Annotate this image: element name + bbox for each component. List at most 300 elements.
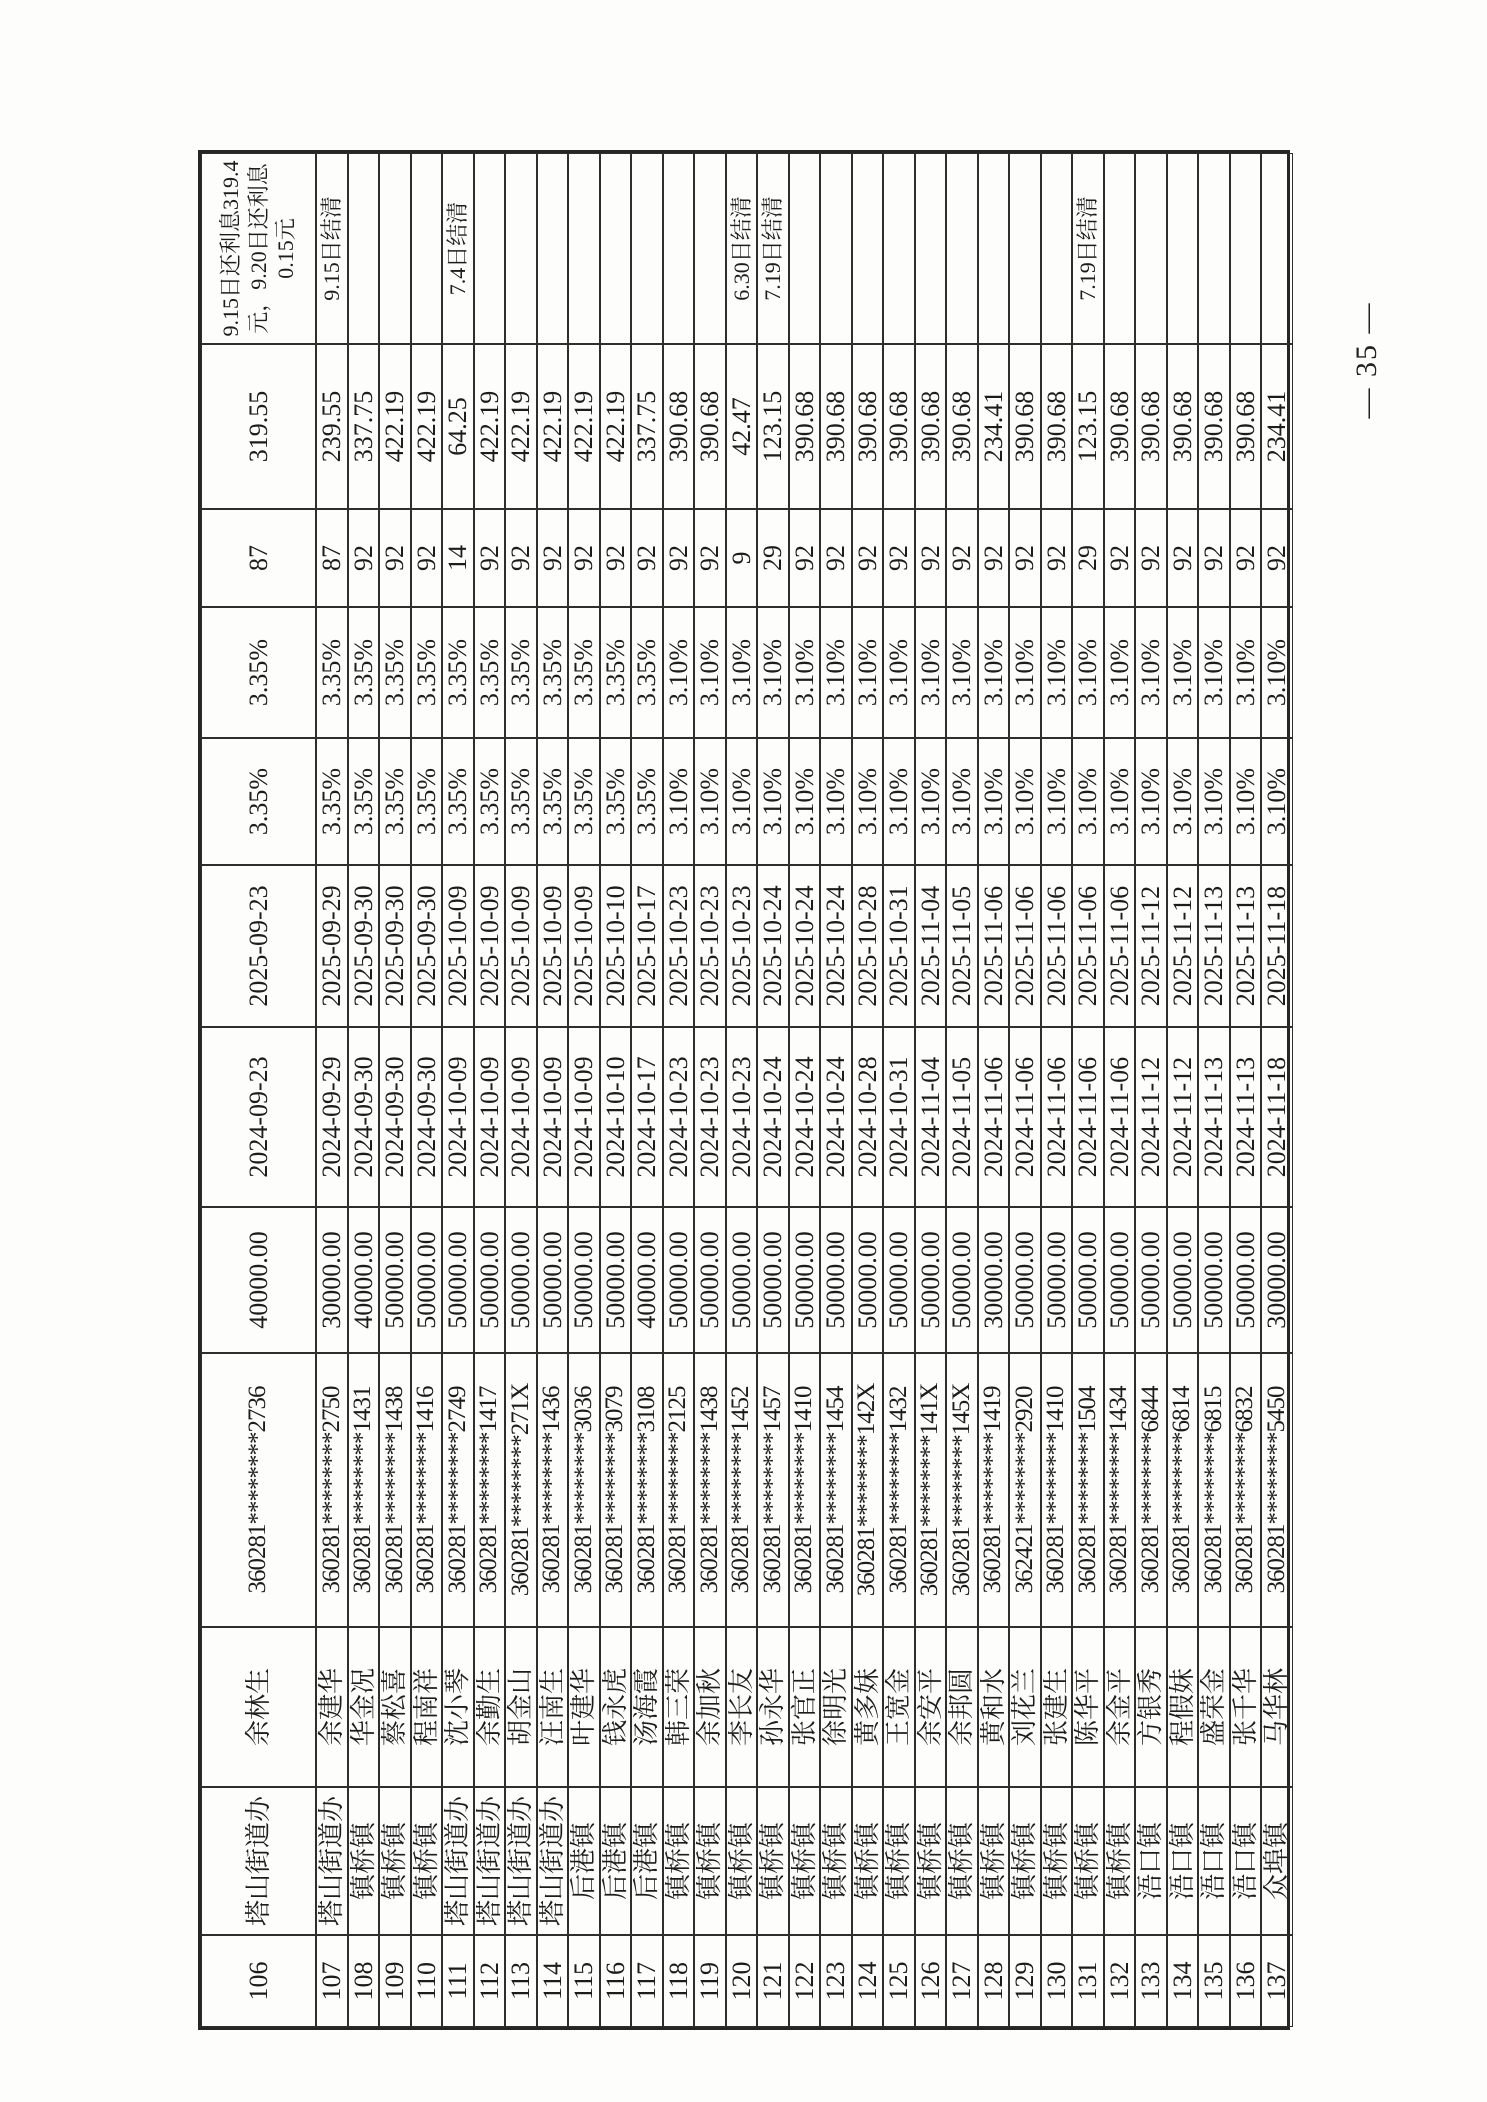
cell-rate1: 3.10% [1009,738,1041,865]
cell-note: 7.19日结清 [757,153,789,344]
cell-interest: 390.68 [1167,344,1199,509]
cell-amount: 50000.00 [883,1207,915,1353]
cell-interest: 234.41 [978,344,1010,509]
cell-name: 华金况 [348,1627,380,1787]
cell-note [1104,153,1136,344]
cell-amount: 50000.00 [726,1207,758,1353]
cell-start_date: 2024-11-04 [915,1027,947,1207]
cell-end_date: 2025-11-06 [1041,865,1073,1027]
cell-office: 镇桥镇 [978,1787,1010,1935]
cell-days: 92 [1198,509,1230,607]
cell-interest: 123.15 [1072,344,1104,509]
cell-amount: 50000.00 [1198,1207,1230,1353]
cell-days: 92 [505,509,537,607]
cell-rate2: 3.10% [1167,607,1199,738]
cell-note: 7.19日结清 [1072,153,1104,344]
cell-note [1135,153,1167,344]
cell-start_date: 2024-11-18 [1261,1027,1293,1207]
cell-no: 126 [915,1935,947,2027]
cell-amount: 50000.00 [852,1207,884,1353]
cell-office: 浯口镇 [1198,1787,1230,1935]
cell-office: 浯口镇 [1135,1787,1167,1935]
cell-start_date: 2024-11-06 [1072,1027,1104,1207]
cell-rate2: 3.10% [883,607,915,738]
cell-rate1: 3.10% [883,738,915,865]
cell-rate1: 3.10% [1167,738,1199,865]
cell-rate1: 3.35% [600,738,632,865]
cell-note [820,153,852,344]
cell-rate1: 3.10% [820,738,852,865]
cell-rate2: 3.35% [631,607,663,738]
cell-rate2: 3.10% [1230,607,1262,738]
cell-office: 镇桥镇 [852,1787,884,1935]
cell-amount: 50000.00 [1104,1207,1136,1353]
cell-office: 镇桥镇 [946,1787,978,1935]
cell-no: 125 [883,1935,915,2027]
cell-note [379,153,411,344]
cell-no: 116 [600,1935,632,2027]
cell-office: 众埠镇 [1261,1787,1293,1935]
cell-amount: 40000.00 [348,1207,380,1353]
cell-office: 镇桥镇 [1041,1787,1073,1935]
cell-id: 360281********1410 [1041,1353,1073,1627]
cell-name: 汪南生 [537,1627,569,1787]
cell-note [852,153,884,344]
cell-start_date: 2024-10-31 [883,1027,915,1207]
cell-days: 92 [411,509,443,607]
cell-id: 360281********2750 [316,1353,348,1627]
cell-interest: 239.55 [316,344,348,509]
cell-days: 92 [1104,509,1136,607]
cell-rate1: 3.35% [568,738,600,865]
cell-no: 106 [201,1935,316,2027]
cell-note: 9.15日结清 [316,153,348,344]
cell-rate2: 3.10% [789,607,821,738]
cell-end_date: 2025-10-23 [663,865,695,1027]
cell-id: 360281********6832 [1230,1353,1262,1627]
cell-rate1: 3.10% [694,738,726,865]
cell-amount: 50000.00 [505,1207,537,1353]
cell-interest: 422.19 [379,344,411,509]
cell-id: 360281********2125 [663,1353,695,1627]
cell-rate1: 3.35% [505,738,537,865]
cell-days: 92 [1135,509,1167,607]
cell-start_date: 2024-10-09 [568,1027,600,1207]
cell-rate1: 3.10% [1041,738,1073,865]
cell-office: 后港镇 [568,1787,600,1935]
cell-no: 120 [726,1935,758,2027]
cell-id: 360281********145X [946,1353,978,1627]
cell-interest: 390.68 [820,344,852,509]
cell-rate1: 3.35% [316,738,348,865]
cell-rate1: 3.10% [663,738,695,865]
cell-start_date: 2024-11-13 [1230,1027,1262,1207]
cell-rate1: 3.35% [537,738,569,865]
cell-rate1: 3.35% [201,738,316,865]
cell-id: 362421********2920 [1009,1353,1041,1627]
cell-no: 117 [631,1935,663,2027]
cell-name: 余金平 [1104,1627,1136,1787]
cell-end_date: 2025-10-28 [852,865,884,1027]
cell-end_date: 2025-10-09 [537,865,569,1027]
cell-name: 沈小琴 [442,1627,474,1787]
cell-note [1230,153,1262,344]
cell-amount: 30000.00 [1261,1207,1293,1353]
cell-no: 122 [789,1935,821,2027]
cell-amount: 50000.00 [694,1207,726,1353]
cell-rate2: 3.10% [1261,607,1293,738]
cell-name: 陈华平 [1072,1627,1104,1787]
cell-rate2: 3.35% [201,607,316,738]
cell-interest: 390.68 [1135,344,1167,509]
cell-note [411,153,443,344]
cell-rate1: 3.10% [1230,738,1262,865]
cell-note: 7.4日结清 [442,153,474,344]
cell-interest: 422.19 [411,344,443,509]
cell-name: 余建华 [316,1627,348,1787]
cell-note [789,153,821,344]
cell-note [505,153,537,344]
cell-rate2: 3.10% [663,607,695,738]
cell-name: 李长友 [726,1627,758,1787]
cell-end_date: 2025-10-09 [474,865,506,1027]
cell-id: 360281********1410 [789,1353,821,1627]
cell-note [663,153,695,344]
cell-id: 360281********5450 [1261,1353,1293,1627]
cell-rate1: 3.10% [946,738,978,865]
cell-end_date: 2025-10-09 [442,865,474,1027]
cell-end_date: 2025-10-10 [600,865,632,1027]
cell-rate1: 3.10% [1072,738,1104,865]
cell-end_date: 2025-11-06 [978,865,1010,1027]
cell-amount: 40000.00 [631,1207,663,1353]
cell-interest: 390.68 [1041,344,1073,509]
cell-note [1167,153,1199,344]
cell-end_date: 2025-09-23 [201,865,316,1027]
cell-interest: 42.47 [726,344,758,509]
cell-days: 92 [694,509,726,607]
cell-end_date: 2025-10-09 [505,865,537,1027]
cell-name: 余加秋 [694,1627,726,1787]
cell-amount: 50000.00 [820,1207,852,1353]
cell-name: 黄和水 [978,1627,1010,1787]
cell-id: 360281********6844 [1135,1353,1167,1627]
cell-no: 136 [1230,1935,1262,2027]
cell-no: 107 [316,1935,348,2027]
cell-start_date: 2024-10-17 [631,1027,663,1207]
cell-amount: 50000.00 [757,1207,789,1353]
cell-rate1: 3.35% [442,738,474,865]
cell-office: 浯口镇 [1167,1787,1199,1935]
cell-rate2: 3.35% [505,607,537,738]
cell-office: 镇桥镇 [411,1787,443,1935]
cell-days: 92 [883,509,915,607]
cell-start_date: 2024-09-30 [379,1027,411,1207]
cell-rate1: 3.35% [474,738,506,865]
cell-rate1: 3.10% [1198,738,1230,865]
cell-rate2: 3.35% [442,607,474,738]
cell-rate1: 3.10% [978,738,1010,865]
cell-end_date: 2025-09-30 [379,865,411,1027]
cell-note [1198,153,1230,344]
cell-no: 109 [379,1935,411,2027]
cell-name: 余林生 [201,1627,316,1787]
cell-id: 360281********1417 [474,1353,506,1627]
cell-start_date: 2024-11-12 [1135,1027,1167,1207]
cell-note [1009,153,1041,344]
cell-days: 92 [1261,509,1293,607]
cell-rate2: 3.10% [1041,607,1073,738]
cell-end_date: 2025-11-12 [1167,865,1199,1027]
cell-note: 9.15日还利息319.4元，9.20日还利息0.15元 [201,153,316,344]
cell-id: 360281********141X [915,1353,947,1627]
cell-rate2: 3.35% [316,607,348,738]
cell-days: 29 [1072,509,1104,607]
cell-days: 92 [474,509,506,607]
cell-end_date: 2025-10-24 [820,865,852,1027]
cell-end_date: 2025-10-24 [789,865,821,1027]
cell-name: 余邦圆 [946,1627,978,1787]
cell-interest: 390.68 [1198,344,1230,509]
cell-name: 方银秀 [1135,1627,1167,1787]
cell-start_date: 2024-10-09 [537,1027,569,1207]
cell-end_date: 2025-10-23 [694,865,726,1027]
cell-start_date: 2024-11-06 [1104,1027,1136,1207]
cell-interest: 390.68 [789,344,821,509]
cell-interest: 422.19 [568,344,600,509]
cell-interest: 390.68 [1230,344,1262,509]
cell-office: 镇桥镇 [1104,1787,1136,1935]
cell-id: 360281********3079 [600,1353,632,1627]
page-number: — 35 — [1350,301,1383,419]
cell-name: 徐明光 [820,1627,852,1787]
cell-start_date: 2024-10-23 [694,1027,726,1207]
cell-start_date: 2024-10-24 [757,1027,789,1207]
cell-days: 92 [1167,509,1199,607]
cell-id: 360281********1419 [978,1353,1010,1627]
cell-office: 镇桥镇 [726,1787,758,1935]
cell-name: 叶建华 [568,1627,600,1787]
cell-no: 134 [1167,1935,1199,2027]
cell-amount: 30000.00 [978,1207,1010,1353]
cell-rate2: 3.10% [726,607,758,738]
cell-rate2: 3.10% [1198,607,1230,738]
cell-rate1: 3.35% [348,738,380,865]
rotated-table-container [198,150,1290,2030]
cell-interest: 390.68 [1009,344,1041,509]
cell-office: 后港镇 [631,1787,663,1935]
cell-no: 131 [1072,1935,1104,2027]
cell-rate1: 3.10% [852,738,884,865]
cell-id: 360281********1454 [820,1353,852,1627]
cell-interest: 422.19 [600,344,632,509]
cell-days: 92 [1230,509,1262,607]
cell-no: 114 [537,1935,569,2027]
cell-interest: 422.19 [474,344,506,509]
cell-note [568,153,600,344]
cell-interest: 123.15 [757,344,789,509]
cell-id: 360281********1438 [694,1353,726,1627]
cell-amount: 50000.00 [663,1207,695,1353]
cell-rate2: 3.35% [568,607,600,738]
cell-interest: 390.68 [663,344,695,509]
cell-name: 程南祥 [411,1627,443,1787]
cell-days: 92 [631,509,663,607]
cell-amount: 50000.00 [537,1207,569,1353]
cell-no: 121 [757,1935,789,2027]
cell-start_date: 2024-10-23 [726,1027,758,1207]
cell-start_date: 2024-11-06 [978,1027,1010,1207]
cell-rate2: 3.35% [474,607,506,738]
cell-rate1: 3.10% [1261,738,1293,865]
cell-amount: 50000.00 [600,1207,632,1353]
cell-amount: 50000.00 [1135,1207,1167,1353]
cell-days: 92 [852,509,884,607]
cell-office: 塔山街道办 [201,1787,316,1935]
cell-amount: 50000.00 [379,1207,411,1353]
cell-name: 马华林 [1261,1627,1293,1787]
cell-amount: 30000.00 [316,1207,348,1353]
cell-rate1: 3.10% [757,738,789,865]
cell-note [474,153,506,344]
cell-office: 镇桥镇 [663,1787,695,1935]
cell-start_date: 2024-10-24 [789,1027,821,1207]
cell-interest: 390.68 [1104,344,1136,509]
cell-start_date: 2024-11-13 [1198,1027,1230,1207]
cell-days: 92 [978,509,1010,607]
cell-interest: 390.68 [694,344,726,509]
cell-interest: 422.19 [537,344,569,509]
cell-no: 112 [474,1935,506,2027]
cell-amount: 40000.00 [201,1207,316,1353]
cell-note [631,153,663,344]
cell-days: 9 [726,509,758,607]
cell-name: 韩三荣 [663,1627,695,1787]
cell-no: 119 [694,1935,726,2027]
cell-rate2: 3.10% [694,607,726,738]
cell-end_date: 2025-09-30 [348,865,380,1027]
cell-amount: 50000.00 [1041,1207,1073,1353]
cell-rate2: 3.10% [946,607,978,738]
cell-id: 360281********1432 [883,1353,915,1627]
cell-note [1261,153,1293,344]
cell-start_date: 2024-09-30 [348,1027,380,1207]
cell-days: 87 [201,509,316,607]
cell-name: 蔡松喜 [379,1627,411,1787]
cell-amount: 50000.00 [946,1207,978,1353]
cell-id: 360281********6814 [1167,1353,1199,1627]
cell-rate2: 3.35% [379,607,411,738]
cell-id: 360281********3036 [568,1353,600,1627]
cell-rate2: 3.10% [1072,607,1104,738]
cell-rate2: 3.35% [600,607,632,738]
cell-office: 镇桥镇 [379,1787,411,1935]
cell-rate2: 3.10% [757,607,789,738]
cell-start_date: 2024-11-06 [1009,1027,1041,1207]
cell-start_date: 2024-09-23 [201,1027,316,1207]
cell-no: 118 [663,1935,695,2027]
cell-end_date: 2025-09-29 [316,865,348,1027]
cell-id: 360281********6815 [1198,1353,1230,1627]
cell-amount: 50000.00 [789,1207,821,1353]
cell-name: 胡金山 [505,1627,537,1787]
cell-name: 孙永华 [757,1627,789,1787]
cell-end_date: 2025-10-24 [757,865,789,1027]
cell-office: 镇桥镇 [757,1787,789,1935]
cell-start_date: 2024-11-05 [946,1027,978,1207]
cell-rate2: 3.10% [852,607,884,738]
cell-id: 360281********1416 [411,1353,443,1627]
cell-no: 130 [1041,1935,1073,2027]
cell-start_date: 2024-10-09 [442,1027,474,1207]
cell-start_date: 2024-09-30 [411,1027,443,1207]
cell-days: 92 [600,509,632,607]
cell-end_date: 2025-11-13 [1198,865,1230,1027]
cell-rate2: 3.35% [537,607,569,738]
cell-office: 后港镇 [600,1787,632,1935]
cell-days: 92 [663,509,695,607]
cell-office: 浯口镇 [1230,1787,1262,1935]
cell-interest: 390.68 [852,344,884,509]
cell-name: 钱永虎 [600,1627,632,1787]
cell-amount: 50000.00 [442,1207,474,1353]
cell-days: 92 [568,509,600,607]
cell-end_date: 2025-10-23 [726,865,758,1027]
cell-end_date: 2025-11-12 [1135,865,1167,1027]
cell-note: 6.30日结清 [726,153,758,344]
cell-end_date: 2025-11-18 [1261,865,1293,1027]
cell-id: 360281********3108 [631,1353,663,1627]
cell-name: 张建生 [1041,1627,1073,1787]
cell-no: 129 [1009,1935,1041,2027]
cell-rate1: 3.10% [915,738,947,865]
cell-rate2: 3.10% [1009,607,1041,738]
cell-end_date: 2025-11-04 [915,865,947,1027]
cell-no: 133 [1135,1935,1167,2027]
cell-id: 360281********2736 [201,1353,316,1627]
cell-id: 360281********1436 [537,1353,569,1627]
cell-office: 塔山街道办 [474,1787,506,1935]
cell-note [978,153,1010,344]
cell-office: 塔山街道办 [505,1787,537,1935]
cell-interest: 390.68 [883,344,915,509]
cell-office: 镇桥镇 [1072,1787,1104,1935]
cell-start_date: 2024-11-12 [1167,1027,1199,1207]
cell-start_date: 2024-10-09 [505,1027,537,1207]
cell-office: 塔山街道办 [442,1787,474,1935]
cell-rate2: 3.35% [348,607,380,738]
cell-start_date: 2024-11-06 [1041,1027,1073,1207]
cell-note [600,153,632,344]
cell-start_date: 2024-09-29 [316,1027,348,1207]
cell-no: 135 [1198,1935,1230,2027]
cell-rate1: 3.10% [1135,738,1167,865]
cell-interest: 390.68 [946,344,978,509]
cell-end_date: 2025-11-06 [1072,865,1104,1027]
cell-office: 镇桥镇 [915,1787,947,1935]
cell-id: 360281********1504 [1072,1353,1104,1627]
cell-name: 黄多妹 [852,1627,884,1787]
cell-office: 镇桥镇 [820,1787,852,1935]
cell-amount: 50000.00 [474,1207,506,1353]
cell-office: 镇桥镇 [1009,1787,1041,1935]
cell-start_date: 2024-10-10 [600,1027,632,1207]
cell-rate2: 3.35% [411,607,443,738]
cell-no: 113 [505,1935,537,2027]
cell-days: 29 [757,509,789,607]
cell-end_date: 2025-10-09 [568,865,600,1027]
cell-end_date: 2025-10-17 [631,865,663,1027]
